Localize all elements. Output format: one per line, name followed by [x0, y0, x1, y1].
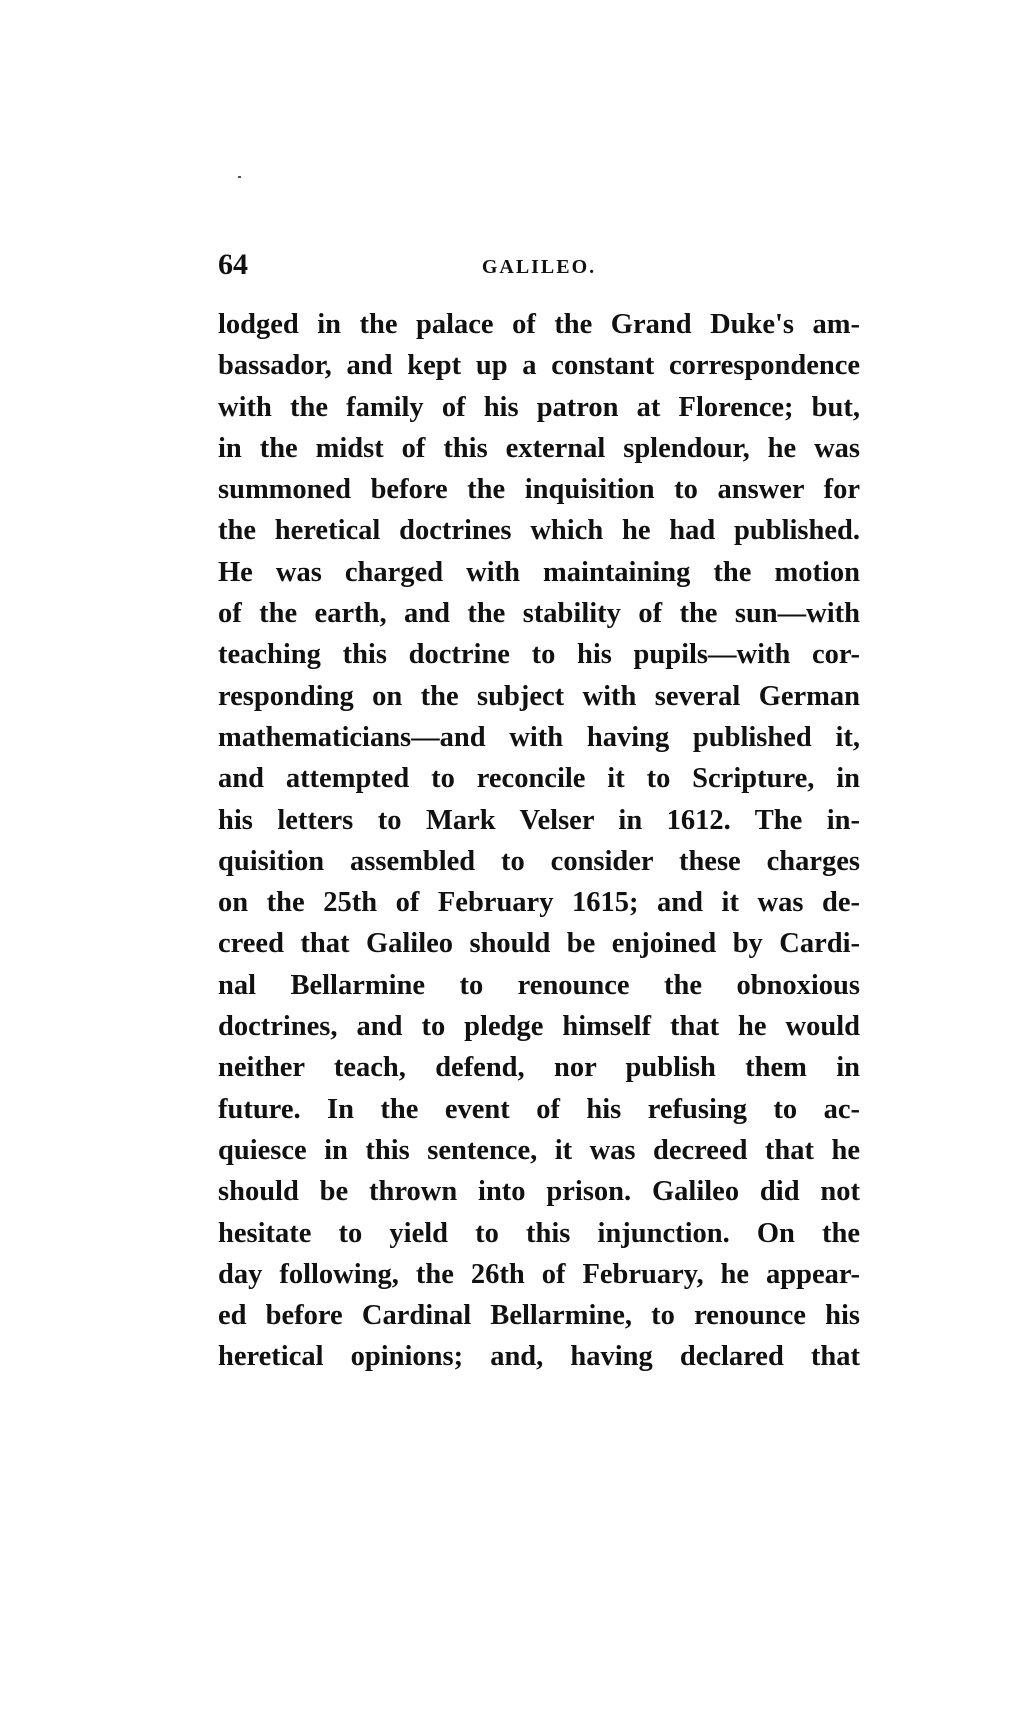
text-line: his letters to Mark Velser in 1612. The in-: [218, 804, 860, 836]
text-line: quisition assembled to consider these charges: [218, 845, 860, 877]
text-line: mathematicians—and with having published it,: [218, 721, 860, 753]
text-line: responding on the subject with several German: [218, 680, 860, 712]
text-line: of the earth, and the stability of the sun—with: [218, 598, 860, 630]
print-speck: [238, 176, 241, 178]
text-line: quiesce in this sentence, it was decreed that he: [218, 1134, 860, 1166]
text-line: nal Bellarmine to renounce the obnoxious: [218, 969, 860, 1001]
text-line: He was charged with maintaining the motion: [218, 556, 860, 588]
body-text: [218, 304, 860, 1378]
page-number: 64: [218, 248, 248, 281]
text-line: ed before Cardinal Bellarmine, to renounce his: [218, 1300, 860, 1332]
text-line: teaching this doctrine to his pupils—with cor-: [218, 639, 860, 671]
text-line: on the 25th of February 1615; and it was de-: [218, 887, 860, 919]
text-line: future. In the event of his refusing to ac-: [218, 1093, 860, 1125]
text-line: day following, the 26th of February, he appear-: [218, 1258, 860, 1290]
text-line: heretical opinions; and, having declared that: [218, 1341, 860, 1373]
text-line: summoned before the inquisition to answer for: [218, 474, 860, 506]
text-line: doctrines, and to pledge himself that he would: [218, 1011, 860, 1043]
text-line: neither teach, defend, nor publish them in: [218, 1052, 860, 1084]
text-line: with the family of his patron at Florence; but,: [218, 391, 860, 423]
text-line: should be thrown into prison. Galileo did not: [218, 1176, 860, 1208]
text-line: hesitate to yield to this injunction. On the: [218, 1217, 860, 1249]
text-line: and attempted to reconcile it to Scripture, in: [218, 763, 860, 795]
text-line: the heretical doctrines which he had published.: [218, 515, 860, 547]
text-line: creed that Galileo should be enjoined by Cardi-: [218, 928, 860, 960]
running-head: GALILEO.: [481, 256, 597, 278]
text-line: in the midst of this external splendour, he was: [218, 432, 860, 464]
page-header: [218, 248, 860, 288]
text-line: bassador, and kept up a constant correspondence: [218, 350, 860, 382]
text-line: lodged in the palace of the Grand Duke's am-: [218, 309, 860, 340]
